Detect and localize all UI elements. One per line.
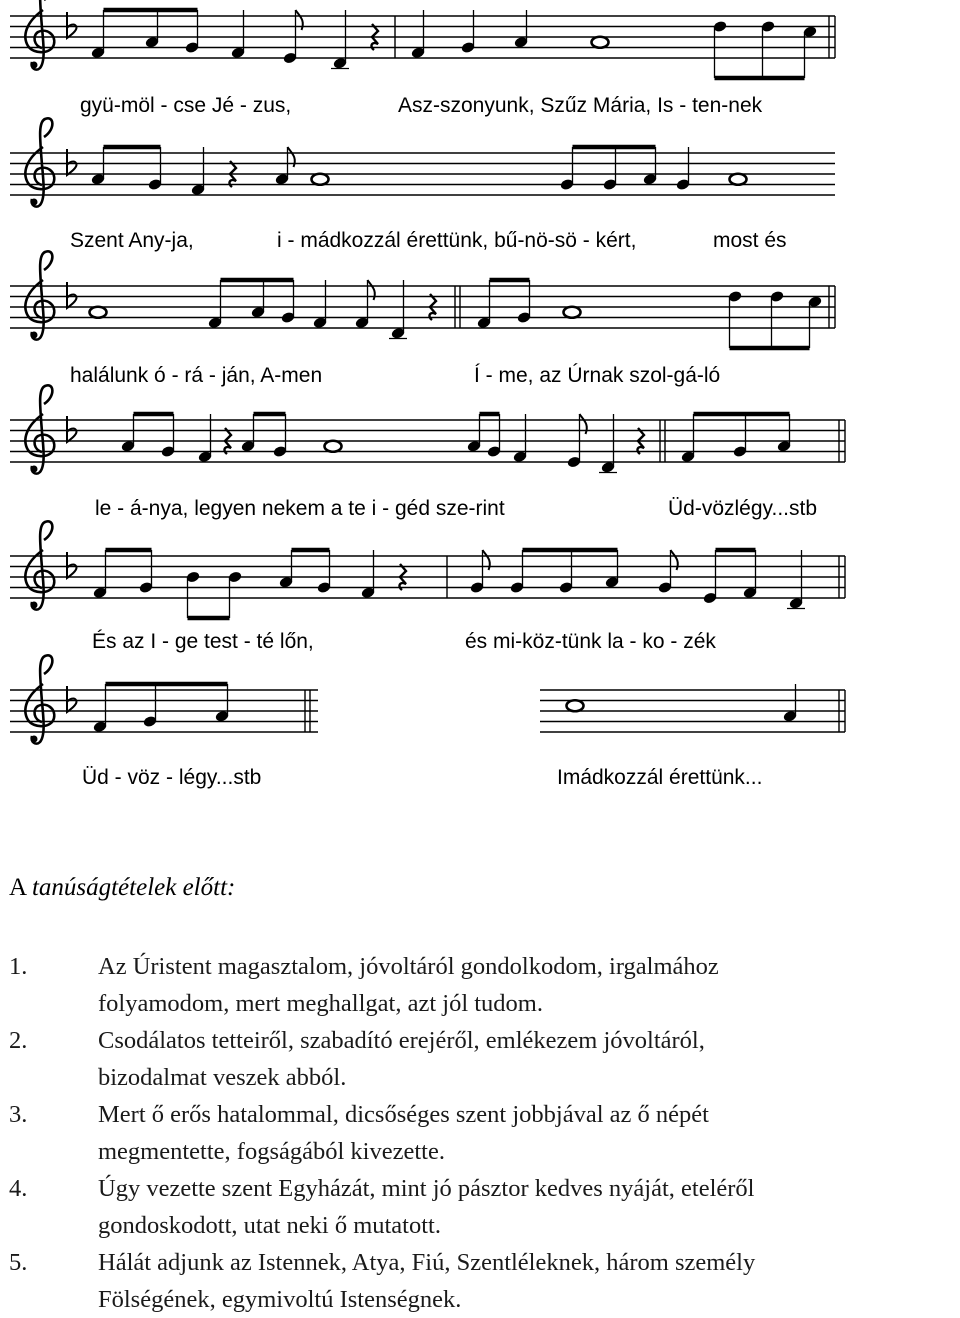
verse-number: 2. xyxy=(9,1027,28,1054)
lyric-line: i - mádkozzál érettünk, bű-nö-sö - kért, xyxy=(277,229,637,252)
lyric-line: most és xyxy=(713,229,787,252)
verse-line-2: megmentette, fogságából kivezette. xyxy=(98,1138,445,1165)
lyric-line: és mi-köz-tünk la - ko - zék xyxy=(465,630,716,653)
lyric-line: Üd - vöz - légy...stb xyxy=(82,766,262,789)
verse-line-1: Csodálatos tetteiről, szabadító erejéről, emlékezem jóvoltáról, xyxy=(98,1027,705,1054)
verse-line-1: Mert ő erős hatalommal, dicsőséges szent jobbjával az ő népét xyxy=(98,1101,709,1128)
treble-clef-icon xyxy=(25,655,54,743)
verse-line-1: Az Úristent magasztalom, jóvoltáról gondolkodom, irgalmához xyxy=(98,953,719,980)
verse-1 xyxy=(9,948,960,1022)
verse-number: 5. xyxy=(9,1249,28,1276)
verse-number: 1. xyxy=(9,953,28,980)
lyric-line: Üd-vözlégy...stb xyxy=(668,497,817,520)
whole-note xyxy=(730,174,747,185)
verse-line-2: gondoskodott, utat neki ő mutatott. xyxy=(98,1212,441,1239)
lyric-line: le - á-nya, legyen nekem a te i - géd sze-rint xyxy=(95,497,505,520)
verse-line-1: Úgy vezette szent Egyházát, mint jó pásztor kedves nyáját, eteléről xyxy=(98,1175,755,1202)
music-system-6 xyxy=(10,655,845,789)
verse-5 xyxy=(9,1244,960,1318)
verse-line-2: Fölségének, egymivoltú Istenségnek. xyxy=(98,1286,462,1313)
verse-4 xyxy=(9,1170,960,1244)
verse-number: 3. xyxy=(9,1101,28,1128)
whole-note xyxy=(312,174,329,185)
music-system-4 xyxy=(10,385,845,520)
verse-2 xyxy=(9,1022,960,1096)
verse-line-1: Hálát adjunk az Istennek, Atya, Fiú, Szentléleknek, három személy xyxy=(98,1249,756,1276)
section-heading xyxy=(9,874,235,902)
music-system-5 xyxy=(10,521,845,653)
lyric-line: Imádkozzál érettünk... xyxy=(557,766,763,789)
verse-number: 4. xyxy=(9,1175,28,1202)
lyric-line: Asz-szonyunk, Szűz Mária, Is - ten-nek xyxy=(398,94,763,117)
whole-note xyxy=(592,37,609,48)
treble-clef-icon xyxy=(25,521,54,609)
lyric-line: halálunk ó - rá - ján, A-men xyxy=(70,364,323,387)
verse-line-2: folyamodom, mert meghallgat, azt jól tudom. xyxy=(98,990,543,1017)
lyric-line: És az I - ge test - té lőn, xyxy=(92,630,314,653)
verse-list xyxy=(9,948,960,1318)
music-system-2 xyxy=(10,118,835,252)
heading-italic: tanúságtételek előtt: xyxy=(31,874,236,901)
lyric-line: gyü-möl - cse Jé - zus, xyxy=(80,94,292,117)
whole-note xyxy=(90,307,107,318)
whole-note xyxy=(567,700,584,711)
treble-clef-icon xyxy=(25,118,54,206)
heading-prefix: A xyxy=(9,874,32,901)
treble-clef-icon xyxy=(25,251,54,339)
whole-note xyxy=(564,307,581,318)
lyric-line: Í - me, az Úrnak szol-gá-ló xyxy=(474,364,721,387)
whole-note xyxy=(325,441,342,452)
lyric-line: Szent Any-ja, xyxy=(70,229,194,252)
verse-line-2: bizodalmat veszek abból. xyxy=(98,1064,347,1091)
treble-clef-icon xyxy=(25,0,54,70)
music-system-3 xyxy=(10,251,835,387)
music-system-1 xyxy=(10,0,835,117)
verse-3 xyxy=(9,1096,960,1170)
treble-clef-icon xyxy=(25,385,54,473)
